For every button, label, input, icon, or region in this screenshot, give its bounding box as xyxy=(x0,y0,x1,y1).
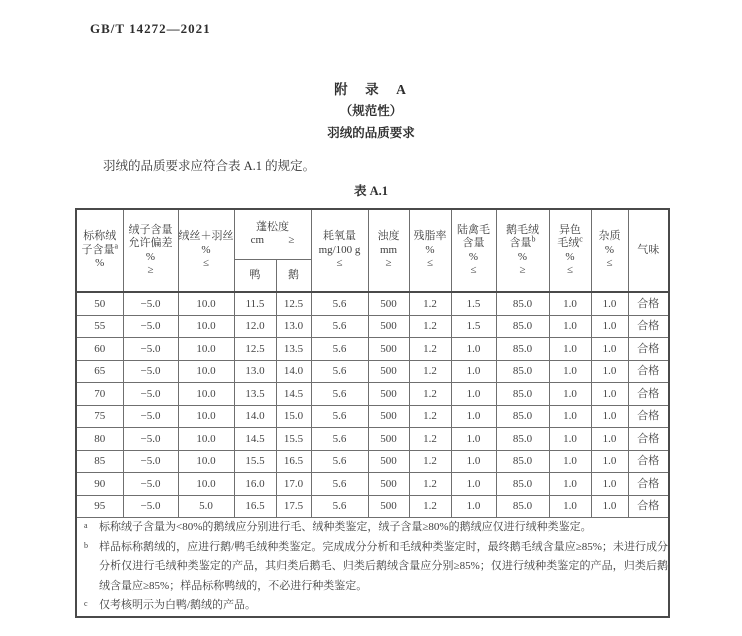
col-header-loft: 蓬松度 cm ≥ xyxy=(234,209,311,259)
col-header-residual-fat: 残脂率 % ≤ xyxy=(409,209,451,292)
data-cell: 1.0 xyxy=(549,495,591,518)
data-cell: 1.2 xyxy=(409,338,451,361)
data-cell: 16.5 xyxy=(234,495,276,518)
col-header-deviation: 绒子含量 允许偏差 % ≥ xyxy=(123,209,178,292)
data-cell: 1.0 xyxy=(591,292,628,315)
data-cell: 85.0 xyxy=(496,473,549,496)
table-row xyxy=(76,292,669,315)
row-label-cell: 55 xyxy=(76,315,123,338)
data-cell: 1.0 xyxy=(591,473,628,496)
data-cell: 1.0 xyxy=(549,292,591,315)
footnote-a: a 标称绒子含量为<80%的鹅绒应分别进行毛、绒种类鉴定，绒子含量≥80%的鹅绒应仅进行绒种类鉴定。 xyxy=(84,521,592,533)
data-cell: 85.0 xyxy=(496,495,549,518)
col-header-oxygen: 耗氧量 mg/100 g ≤ xyxy=(311,209,368,292)
col-header-fiber: 绒丝＋羽丝 % ≤ xyxy=(178,209,234,292)
row-label-cell: 75 xyxy=(76,405,123,428)
table-row xyxy=(76,450,669,473)
data-cell: −5.0 xyxy=(123,405,178,428)
appendix-heading: 羽绒的品质要求 xyxy=(327,126,415,140)
data-cell: 10.0 xyxy=(178,450,234,473)
table-row xyxy=(76,383,669,406)
data-cell: 1.2 xyxy=(409,495,451,518)
table-header xyxy=(76,209,669,292)
data-cell: 5.6 xyxy=(311,495,368,518)
data-cell: 10.0 xyxy=(178,338,234,361)
appendix-title: 附 录 A xyxy=(334,82,408,97)
data-cell: 12.5 xyxy=(276,292,311,315)
data-cell: 1.0 xyxy=(549,315,591,338)
row-label-cell: 95 xyxy=(76,495,123,518)
data-cell: 1.2 xyxy=(409,428,451,451)
data-cell: 1.0 xyxy=(591,428,628,451)
row-label-cell: 60 xyxy=(76,338,123,361)
data-cell: 85.0 xyxy=(496,383,549,406)
data-cell: 1.2 xyxy=(409,315,451,338)
data-cell: 15.5 xyxy=(234,450,276,473)
data-cell: 13.5 xyxy=(234,383,276,406)
data-cell: 10.0 xyxy=(178,292,234,315)
data-cell: 12.0 xyxy=(234,315,276,338)
data-cell: 13.0 xyxy=(234,360,276,383)
data-cell: −5.0 xyxy=(123,315,178,338)
data-cell: 14.5 xyxy=(234,428,276,451)
data-cell: 500 xyxy=(368,360,409,383)
col-subheader-duck: 鸭 xyxy=(234,259,276,292)
data-cell: 1.0 xyxy=(549,383,591,406)
data-cell: 合格 xyxy=(628,495,669,518)
data-cell: 5.6 xyxy=(311,428,368,451)
data-cell: 15.5 xyxy=(276,428,311,451)
data-cell: 5.0 xyxy=(178,495,234,518)
table-row xyxy=(76,405,669,428)
data-cell: 5.6 xyxy=(311,315,368,338)
col-header-offcolor: 异色 毛绒$^c$ % ≤ xyxy=(549,209,591,292)
data-cell: 5.6 xyxy=(311,338,368,361)
data-cell: 1.0 xyxy=(451,383,496,406)
data-cell: 1.0 xyxy=(451,405,496,428)
data-cell: 5.6 xyxy=(311,360,368,383)
data-cell: −5.0 xyxy=(123,292,178,315)
data-cell: 1.2 xyxy=(409,450,451,473)
table-row xyxy=(76,495,669,518)
data-cell: 1.0 xyxy=(549,428,591,451)
data-cell: −5.0 xyxy=(123,473,178,496)
intro-paragraph: 羽绒的品质要求应符合表 A.1 的规定。 xyxy=(103,159,316,173)
data-cell: 16.5 xyxy=(276,450,311,473)
data-cell: 合格 xyxy=(628,315,669,338)
data-cell: 1.2 xyxy=(409,292,451,315)
data-cell: 14.0 xyxy=(276,360,311,383)
footnote-b: b 样品标称鹅绒的，应进行鹅/鸭毛绒种类鉴定。完成成分分析和毛绒种类鉴定时，最终鹅毛绒含量应≥85%；未进行成分分析仅进行毛绒种类鉴定的产品，其归类后鹅毛、归类后鹅绒含量应分别≥85%；仅进行绒种类鉴定的产品，归类后鹅绒含量应≥85%；样品标称鸭绒的，不必进行种类鉴定。 xyxy=(84,540,668,592)
table-row xyxy=(76,360,669,383)
data-cell: 85.0 xyxy=(496,360,549,383)
table-body xyxy=(76,292,669,518)
row-label-cell: 80 xyxy=(76,428,123,451)
col-header-landfowl: 陆禽毛 含量 % ≤ xyxy=(451,209,496,292)
footnote-ref-b: b xyxy=(531,234,536,244)
row-label-cell: 70 xyxy=(76,383,123,406)
col-header-odor: 气味 xyxy=(628,209,669,292)
data-cell: 合格 xyxy=(628,383,669,406)
col-header-goose-content: 鹅毛绒 含量$^b$ % ≥ xyxy=(496,209,549,292)
table-row xyxy=(76,315,669,338)
table-row xyxy=(76,428,669,451)
data-cell: −5.0 xyxy=(123,383,178,406)
row-label-cell: 90 xyxy=(76,473,123,496)
data-cell: 1.0 xyxy=(591,315,628,338)
data-cell: 1.0 xyxy=(451,495,496,518)
data-cell: 1.0 xyxy=(591,495,628,518)
data-cell: 12.5 xyxy=(234,338,276,361)
col-header-impurity: 杂质 % ≤ xyxy=(591,209,628,292)
data-cell: 85.0 xyxy=(496,338,549,361)
data-cell: 1.0 xyxy=(549,473,591,496)
data-cell: 5.6 xyxy=(311,473,368,496)
data-cell: 85.0 xyxy=(496,450,549,473)
data-cell: 1.2 xyxy=(409,405,451,428)
standard-number: GB/T 14272—2021 xyxy=(90,21,211,36)
data-cell: −5.0 xyxy=(123,450,178,473)
table-row xyxy=(76,338,669,361)
data-cell: 10.0 xyxy=(178,315,234,338)
data-cell: 1.2 xyxy=(409,473,451,496)
data-cell: 500 xyxy=(368,383,409,406)
data-cell: 1.0 xyxy=(451,338,496,361)
data-cell: 500 xyxy=(368,428,409,451)
data-cell: 14.0 xyxy=(234,405,276,428)
data-cell: 85.0 xyxy=(496,405,549,428)
row-label-cell: 85 xyxy=(76,450,123,473)
data-cell: 13.0 xyxy=(276,315,311,338)
data-cell: 1.2 xyxy=(409,383,451,406)
data-cell: 85.0 xyxy=(496,315,549,338)
data-cell: 500 xyxy=(368,450,409,473)
data-cell: 85.0 xyxy=(496,292,549,315)
data-cell: 15.0 xyxy=(276,405,311,428)
data-cell: 500 xyxy=(368,315,409,338)
data-cell: 1.0 xyxy=(591,405,628,428)
data-cell: 5.6 xyxy=(311,450,368,473)
data-cell: 5.6 xyxy=(311,292,368,315)
row-label-cell: 65 xyxy=(76,360,123,383)
data-cell: 10.0 xyxy=(178,383,234,406)
data-cell: 10.0 xyxy=(178,473,234,496)
quality-requirements-table xyxy=(75,208,670,618)
data-cell: 合格 xyxy=(628,405,669,428)
data-cell: 1.0 xyxy=(591,338,628,361)
data-cell: 10.0 xyxy=(178,360,234,383)
data-cell: 1.0 xyxy=(451,473,496,496)
data-cell: 17.0 xyxy=(276,473,311,496)
data-cell: 合格 xyxy=(628,473,669,496)
data-cell: 合格 xyxy=(628,338,669,361)
data-cell: 1.0 xyxy=(549,405,591,428)
data-cell: 1.0 xyxy=(451,428,496,451)
data-cell: 5.6 xyxy=(311,383,368,406)
data-cell: 1.5 xyxy=(451,292,496,315)
data-cell: 13.5 xyxy=(276,338,311,361)
data-cell: 合格 xyxy=(628,450,669,473)
data-cell: 17.5 xyxy=(276,495,311,518)
table-footnotes xyxy=(76,518,669,617)
data-cell: −5.0 xyxy=(123,428,178,451)
data-cell: 10.0 xyxy=(178,428,234,451)
data-cell: 1.5 xyxy=(451,315,496,338)
col-subheader-goose: 鹅 xyxy=(276,259,311,292)
data-cell: 合格 xyxy=(628,428,669,451)
data-cell: 1.0 xyxy=(451,360,496,383)
col-header-nominal-down-content: 标称绒 子含量$^a$ % xyxy=(76,209,123,292)
data-cell: 500 xyxy=(368,473,409,496)
table-row xyxy=(76,473,669,496)
data-cell: 85.0 xyxy=(496,428,549,451)
table-caption: 表 A.1 xyxy=(353,184,389,198)
appendix-subtitle: （规范性） xyxy=(339,104,403,118)
data-cell: 14.5 xyxy=(276,383,311,406)
data-cell: 500 xyxy=(368,338,409,361)
data-cell: 1.0 xyxy=(549,450,591,473)
footnote-ref-c: c xyxy=(579,234,583,244)
data-cell: 合格 xyxy=(628,292,669,315)
data-cell: 1.0 xyxy=(591,383,628,406)
data-cell: 11.5 xyxy=(234,292,276,315)
data-cell: −5.0 xyxy=(123,360,178,383)
data-cell: 1.2 xyxy=(409,360,451,383)
data-cell: 1.0 xyxy=(549,360,591,383)
data-cell: 5.6 xyxy=(311,405,368,428)
data-cell: −5.0 xyxy=(123,338,178,361)
data-cell: 500 xyxy=(368,405,409,428)
data-cell: 500 xyxy=(368,495,409,518)
data-cell: 1.0 xyxy=(549,338,591,361)
row-label-cell: 50 xyxy=(76,292,123,315)
data-cell: 合格 xyxy=(628,360,669,383)
data-cell: 1.0 xyxy=(591,360,628,383)
col-header-turbidity: 浊度 mm ≥ xyxy=(368,209,409,292)
footnote-ref-a: a xyxy=(114,241,119,251)
data-cell: 10.0 xyxy=(178,405,234,428)
data-cell: 1.0 xyxy=(451,450,496,473)
footnote-c: c 仅考核明示为白鸭/鹅绒的产品。 xyxy=(84,599,257,611)
data-cell: −5.0 xyxy=(123,495,178,518)
data-cell: 500 xyxy=(368,292,409,315)
data-cell: 1.0 xyxy=(591,450,628,473)
data-cell: 16.0 xyxy=(234,473,276,496)
